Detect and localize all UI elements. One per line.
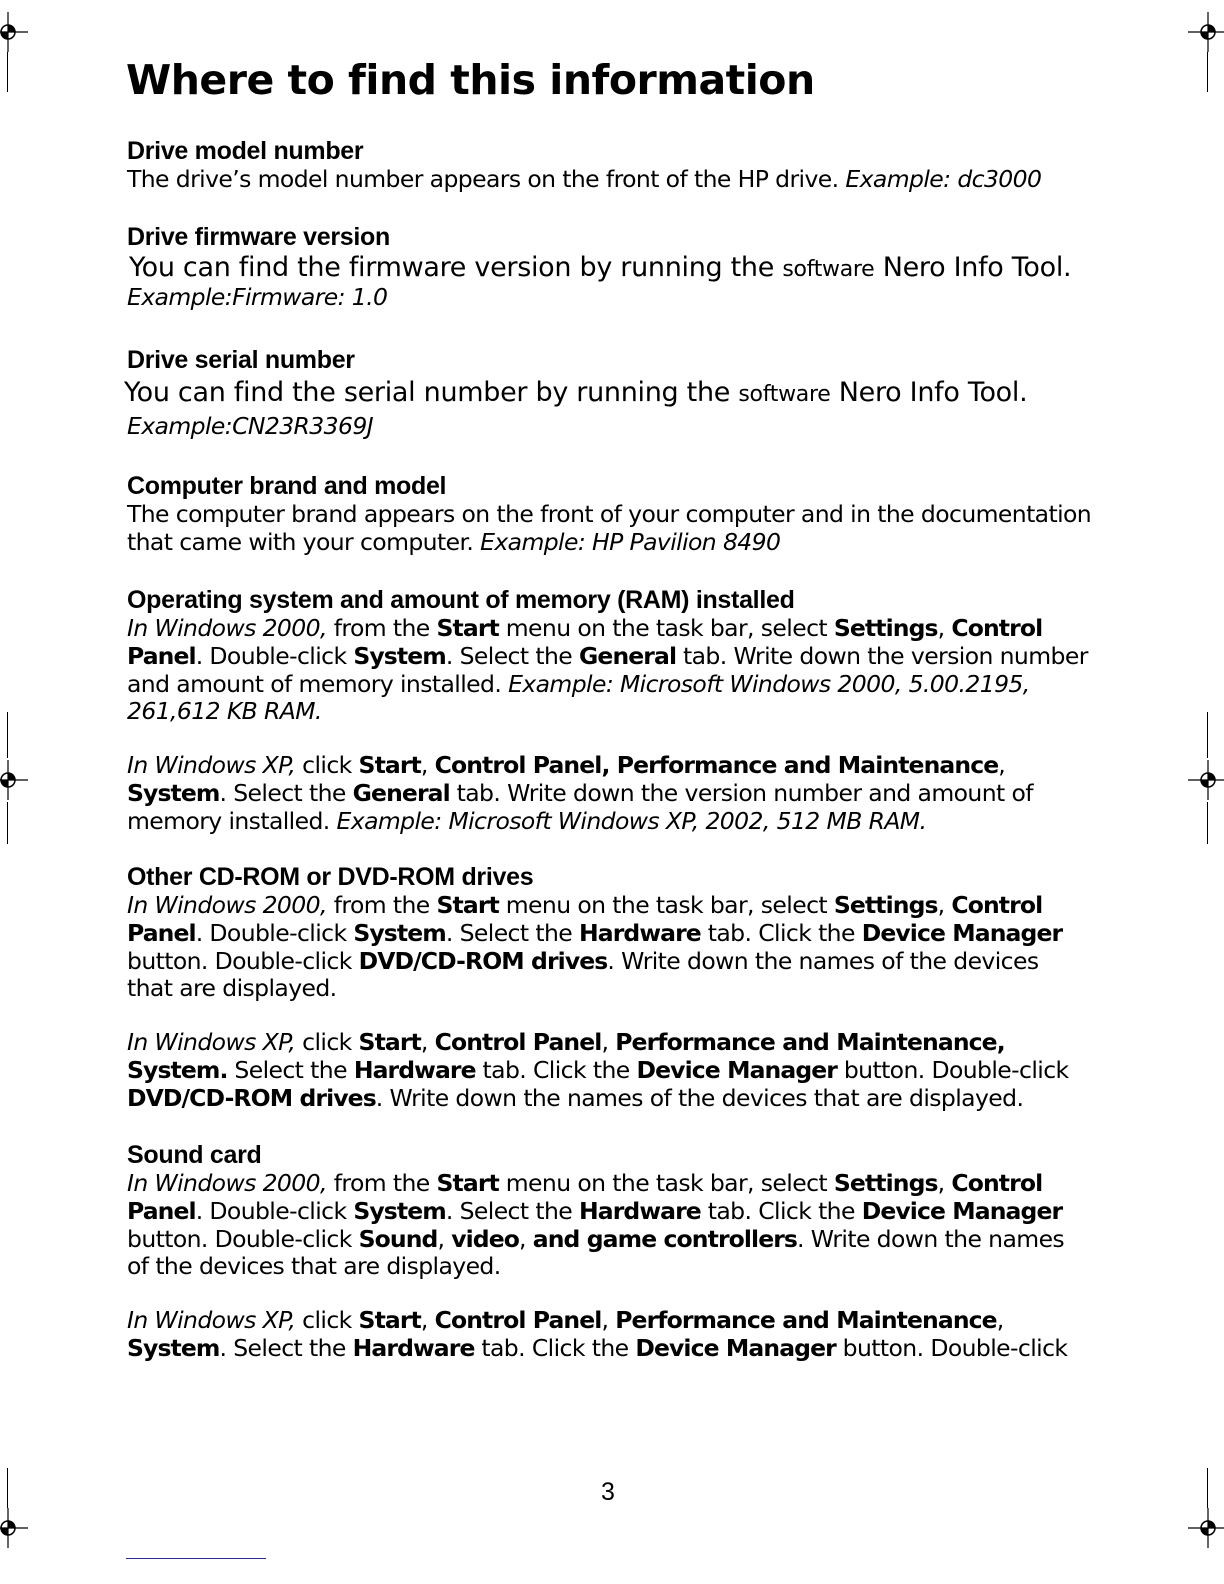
section-sound: [127, 1140, 1097, 1363]
crop-line: [1207, 52, 1208, 92]
body-text: The computer brand appears on the front of your computer and in the documentation: [127, 500, 1092, 528]
crop-line: [1207, 1468, 1208, 1508]
body-text: Panel. Double-click System. Select the General tab. Write down the version number: [127, 641, 1088, 670]
body-text: System. Select the Hardware tab. Click the Device Manager button. Double-click: [127, 1333, 1068, 1362]
body-text: that came with your computer. Example: HP Pavilion 8490: [127, 527, 781, 556]
body-text: and amount of memory installed. Example: Microsoft Windows 2000, 5.00.2195,: [127, 669, 1030, 698]
page-title: Where to find this information: [126, 56, 815, 104]
section-computer: [127, 471, 1097, 557]
body-text: In Windows 2000, from the Start menu on the task bar, select Settings, Control: [127, 891, 1043, 919]
footer-rule: [126, 1558, 266, 1559]
body-text: In Windows XP, click Start, Control Panel, Performance and Maintenance,: [127, 1306, 1004, 1335]
crop-line: [1207, 802, 1208, 844]
crop-line: [7, 712, 8, 758]
body-text: 261,612 KB RAM.: [127, 697, 322, 726]
registration-mark-icon: [0, 760, 28, 800]
body-text: button. Double-click DVD/CD-ROM drives. Write down the names of the devices: [127, 946, 1039, 975]
section-serial: [124, 345, 1097, 441]
example-text: Example:Firmware: 1.0: [127, 283, 388, 311]
section-heading: Operating system and amount of memory (RAM) installed: [127, 586, 795, 614]
page-number: 3: [601, 1478, 615, 1506]
section-firmware: [127, 222, 1097, 312]
section-cdrom: [127, 862, 1097, 1113]
body-text: In Windows XP, click Start, Control Panel, Performance and Maintenance,: [127, 751, 1006, 780]
body-text: System. Select the Hardware tab. Click the Device Manager button. Double-click: [127, 1055, 1069, 1084]
crop-line: [7, 1468, 8, 1508]
body-text: In Windows XP, click Start, Control Panel, Performance and Maintenance,: [127, 1028, 1005, 1057]
body-text: DVD/CD-ROM drives. Write down the names of the devices that are displayed.: [127, 1083, 1024, 1112]
body-text: Panel. Double-click System. Select the Hardware tab. Click the Device Manager: [127, 918, 1063, 947]
crop-line: [7, 52, 8, 92]
section-heading: Drive firmware version: [127, 223, 390, 251]
section-heading: Other CD-ROM or DVD-ROM drives: [127, 863, 534, 891]
registration-mark-icon: [1188, 760, 1224, 800]
body-text: memory installed. Example: Microsoft Windows XP, 2002, 512 MB RAM.: [127, 806, 927, 835]
section-heading: Computer brand and model: [127, 472, 447, 500]
body-text: In Windows 2000, from the Start menu on the task bar, select Settings, Control: [127, 614, 1043, 642]
section-os-memory: [127, 585, 1097, 836]
body-text: System. Select the General tab. Write down the version number and amount of: [127, 778, 1033, 807]
body-text: Panel. Double-click System. Select the Hardware tab. Click the Device Manager: [127, 1196, 1063, 1225]
section-heading: Drive model number: [127, 137, 364, 165]
body-text: of the devices that are displayed.: [127, 1252, 501, 1281]
registration-mark-icon: [0, 12, 28, 52]
crop-line: [1207, 712, 1208, 758]
crop-line: [7, 802, 8, 844]
section-heading: Drive serial number: [127, 346, 355, 374]
registration-mark-icon: [0, 1508, 28, 1548]
example-text: Example:CN23R3369J: [127, 412, 374, 440]
body-text: The drive’s model number appears on the front of the HP drive. Example: dc3000: [127, 165, 1042, 193]
body-text: that are displayed.: [127, 974, 337, 1003]
body-text: You can find the firmware version by running the software Nero Info Tool.: [129, 252, 1072, 283]
section-drive-model: [127, 136, 1097, 194]
body-text: You can find the serial number by running the software Nero Info Tool.: [124, 377, 1028, 408]
registration-mark-icon: [1188, 1508, 1224, 1548]
body-text: button. Double-click Sound, video, and game controllers. Write down the names: [127, 1224, 1065, 1253]
section-heading: Sound card: [127, 1141, 262, 1169]
body-text: In Windows 2000, from the Start menu on the task bar, select Settings, Control: [127, 1169, 1043, 1197]
registration-mark-icon: [1188, 12, 1224, 52]
